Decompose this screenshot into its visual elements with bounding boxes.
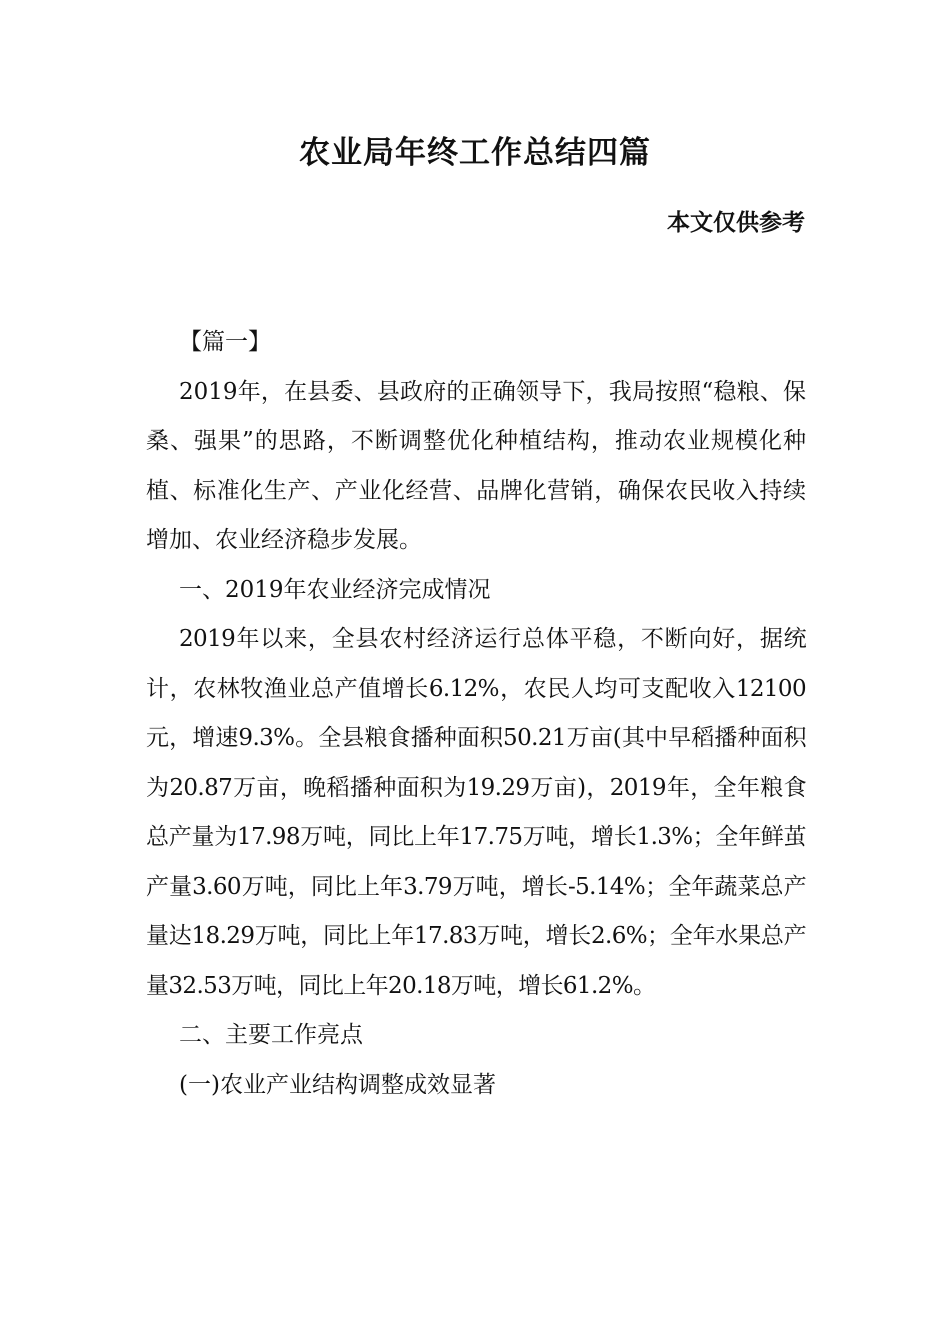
economy-paragraph: 2019年以来，全县农村经济运行总体平稳，不断向好，据统计，农林牧渔业总产值增长6.12%，农民人均可支配收入12100元，增速9.3%。全县粮食播种面积50.21万亩(其中早稻播种面积为20.87万亩，晚稻播种面积为19.29万亩)，2019年，全年粮食总产量为17.98万吨，同比上年17.75万吨，增长1.3%；全年鲜茧产量3.60万吨，同比上年3.79万吨，增长-5.14%；全年蔬菜总产量达18.29万吨，同比上年17.83万吨，增长2.6%；全年水果总产量32.53万吨，同比上年20.18万吨，增长61.2%。: [146, 626, 806, 999]
section-heading-highlights: 二、主要工作亮点: [179, 1022, 363, 1048]
document-title: 农业局年终工作总结四篇: [299, 135, 651, 171]
section-heading-economy: 一、2019年农业经济完成情况: [179, 576, 491, 603]
intro-paragraph: 2019年，在县委、县政府的正确领导下，我局按照“稳粮、保桑、强果”的思路，不断调整优化种植结构，推动农业规模化种植、标准化生产、产业化经营、品牌化营销，确保农民收入持续增加、农业经济稳步发展。: [146, 378, 806, 553]
subsection-heading-structure: (一)农业产业结构调整成效显著: [179, 1071, 496, 1098]
document-body: [146, 318, 806, 1110]
section-heading-part-one: 【篇一】: [179, 329, 271, 355]
document-subtitle: 本文仅供参考: [667, 209, 805, 236]
